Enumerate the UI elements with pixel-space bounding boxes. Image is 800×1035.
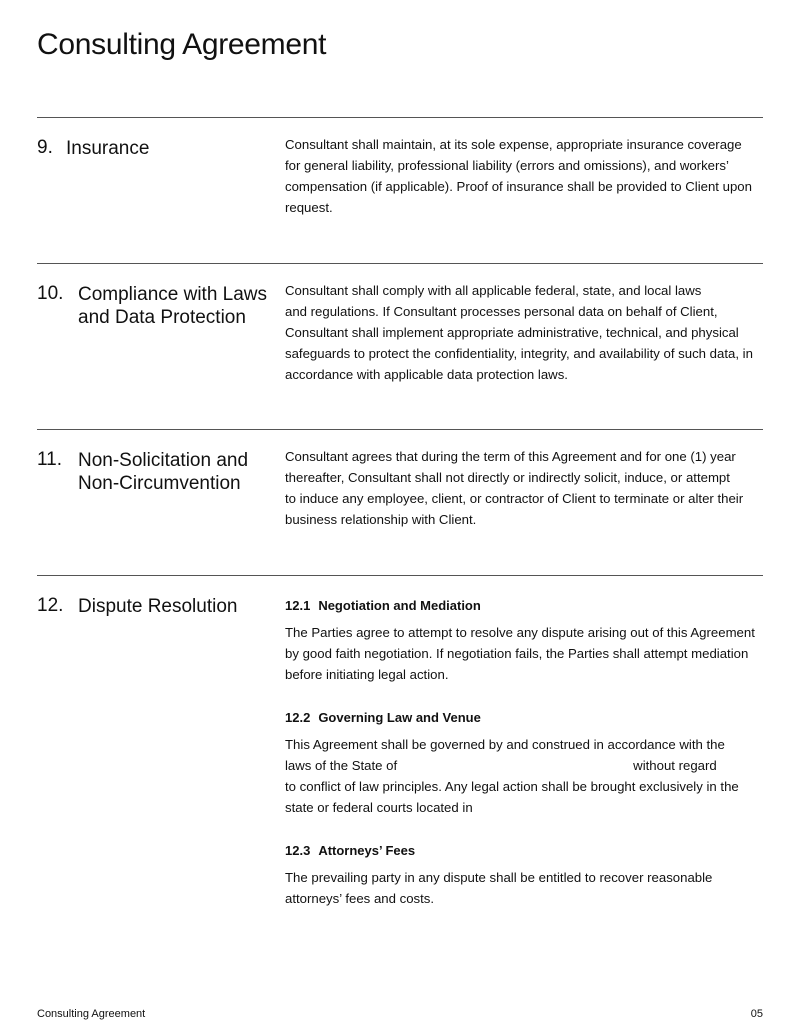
body-line: and regulations. If Consultant processes personal data on behalf of Client, xyxy=(285,304,718,319)
section-number: 10. xyxy=(37,283,64,304)
section-body xyxy=(285,280,775,385)
subsection-body xyxy=(285,734,775,818)
section-heading xyxy=(78,595,278,618)
section-heading xyxy=(78,283,278,329)
body-line xyxy=(285,797,775,818)
section-number: 11. xyxy=(37,449,63,470)
body-line: accordance with applicable data protection laws. xyxy=(285,367,568,382)
body-line: business relationship with Client. xyxy=(285,512,477,527)
divider xyxy=(37,575,763,576)
heading-line: and Data Protection xyxy=(78,307,246,328)
section-body xyxy=(285,446,775,530)
subsection-heading xyxy=(285,707,775,728)
body-line: request. xyxy=(285,200,333,215)
heading-line: Non-Circumvention xyxy=(78,473,241,494)
body-line xyxy=(285,755,775,776)
body-text: state or federal courts located in xyxy=(285,800,473,815)
body-line: for general liability, professional liability (errors and omissions), and workers’ xyxy=(285,158,729,173)
body-line: The Parties agree to attempt to resolve any dispute arising out of this Agreement xyxy=(285,625,755,640)
body-text: without regard xyxy=(633,758,717,773)
body-line: Consultant shall comply with all applicable federal, state, and local laws xyxy=(285,283,702,298)
heading-line: Non-Solicitation and xyxy=(78,450,249,471)
subsection-title: Attorneys’ Fees xyxy=(318,843,416,858)
body-line: to induce any employee, client, or contractor of Client to terminate or alter their xyxy=(285,491,744,506)
body-line: before initiating legal action. xyxy=(285,667,449,682)
subsection-heading xyxy=(285,595,775,616)
section-body xyxy=(285,595,775,931)
page-title: Consulting Agreement xyxy=(37,28,327,61)
body-line: This Agreement shall be governed by and construed in accordance with the xyxy=(285,737,725,752)
page-number: 05 xyxy=(750,1008,763,1020)
heading-line: Insurance xyxy=(66,138,150,159)
section-heading xyxy=(78,449,278,495)
body-line: thereafter, Consultant shall not directly or indirectly solicit, induce, or attempt xyxy=(285,470,730,485)
subsection-number: 12.3 xyxy=(285,843,311,858)
divider xyxy=(37,263,763,264)
subsection-title: Governing Law and Venue xyxy=(318,710,481,725)
section-number: 9. xyxy=(37,137,53,158)
state-field[interactable] xyxy=(397,760,633,774)
section-number: 12. xyxy=(37,595,64,616)
subsection-body xyxy=(285,867,775,909)
divider xyxy=(37,429,763,430)
venue-field[interactable] xyxy=(473,802,709,816)
divider xyxy=(37,117,763,118)
body-line: to conflict of law principles. Any legal action shall be brought exclusively in the xyxy=(285,779,739,794)
body-line: by good faith negotiation. If negotiation fails, the Parties shall attempt mediation xyxy=(285,646,749,661)
footer-title: Consulting Agreement xyxy=(37,1008,146,1020)
body-line: safeguards to protect the confidentiality, integrity, and availability of such data, in xyxy=(285,346,753,361)
subsection-number: 12.2 xyxy=(285,710,311,725)
body-line: Consultant agrees that during the term of this Agreement and for one (1) year xyxy=(285,449,736,464)
subsection-heading xyxy=(285,840,775,861)
section-body xyxy=(285,134,775,218)
body-line: attorneys’ fees and costs. xyxy=(285,891,435,906)
section-heading xyxy=(66,137,266,160)
body-line: Consultant shall maintain, at its sole expense, appropriate insurance coverage xyxy=(285,137,742,152)
subsection-number: 12.1 xyxy=(285,598,311,613)
body-line: compensation (if applicable). Proof of insurance shall be provided to Client upon xyxy=(285,179,752,194)
heading-line: Dispute Resolution xyxy=(78,596,238,617)
heading-line: Compliance with Laws xyxy=(78,284,268,305)
subsection-body xyxy=(285,622,775,685)
body-text: laws of the State of xyxy=(285,758,398,773)
body-line: The prevailing party in any dispute shall be entitled to recover reasonable xyxy=(285,870,713,885)
subsection-title: Negotiation and Mediation xyxy=(318,598,481,613)
body-line: Consultant shall implement appropriate administrative, technical, and physical xyxy=(285,325,739,340)
